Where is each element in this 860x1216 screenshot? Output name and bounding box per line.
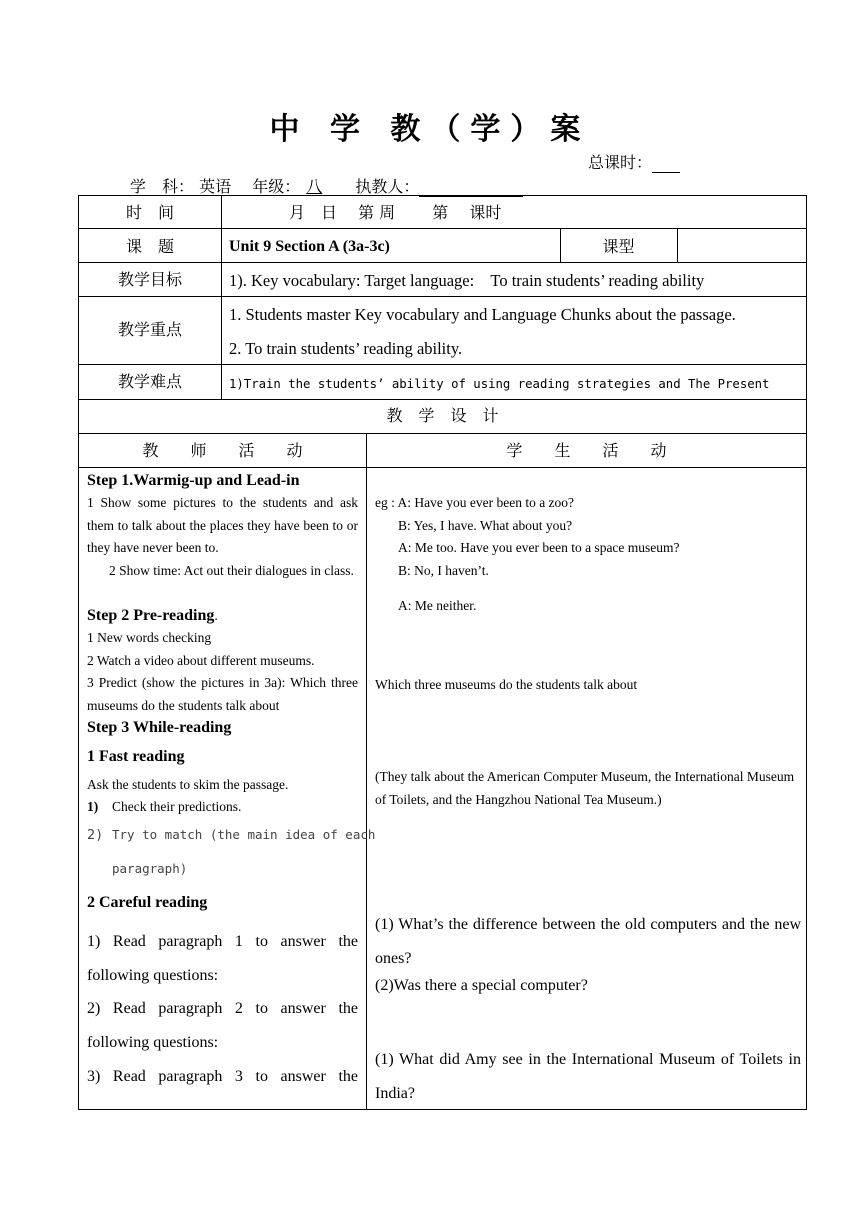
- lesson-plan-table: [78, 195, 807, 1110]
- type-value-field[interactable]: [678, 229, 806, 262]
- step-2-heading-text: Step 2 Pre-reading: [87, 607, 215, 624]
- difficulty-value: 1)Train the students’ ability of using reading strategies and The Present: [229, 377, 770, 391]
- difficulty-label: 教学难点: [117, 372, 182, 391]
- step-1-heading: Step 1.Warmig-up and Lead-in: [87, 472, 300, 489]
- step-2-heading-dot: .: [214, 608, 218, 623]
- item-number-1: 1): [87, 799, 99, 814]
- step-2-heading: [87, 605, 218, 628]
- grade-value: 八: [306, 177, 323, 196]
- type-label: 课型: [602, 237, 635, 256]
- total-periods: [588, 150, 680, 173]
- check-predictions: Check their predictions.: [112, 799, 242, 814]
- match-line-2: paragraph): [112, 861, 188, 876]
- key-line-1: 1. Students master Key vocabulary and Language Chunks about the passage.: [229, 305, 736, 324]
- step-1-item-1: 1 Show some pictures to the students and ask them to talk about the places they have been to or they have never been to.: [87, 495, 358, 556]
- read-paragraph-1: 1) Read paragraph 1 to answer the following questions:: [87, 933, 358, 984]
- teacher-column-header: 教 师 活 动: [142, 441, 303, 460]
- dialogue-line-2: B: Yes, I have. What about you?: [398, 518, 573, 533]
- design-header: 教 学 设 计: [386, 406, 499, 425]
- step-2-item-1: 1 New words checking: [87, 630, 212, 645]
- dialogue-line-1: eg : A: Have you ever been to a zoo?: [375, 495, 575, 510]
- key-line-2: 2. To train students’ reading ability.: [229, 339, 463, 358]
- grade-label: 年级：: [252, 177, 301, 196]
- fast-reading-heading: 1 Fast reading: [87, 748, 185, 765]
- student-column-header: 学 生 活 动: [506, 441, 667, 460]
- subject-value: 英语: [199, 177, 232, 196]
- step-3-heading: Step 3 While-reading: [87, 719, 232, 736]
- careful-reading-heading: 2 Careful reading: [87, 894, 208, 911]
- match-line-1: Try to match (the main idea of each: [112, 827, 376, 842]
- time-label: 时 间: [125, 203, 174, 222]
- subject-label: 学 科：: [130, 177, 195, 196]
- question-computers-2: (2)Was there a special computer?: [375, 977, 588, 994]
- topic-value: Unit 9 Section A (3a-3c): [229, 238, 390, 255]
- goal-label: 教学目标: [117, 270, 182, 289]
- step-1-item-2: 2 Show time: Act out their dialogues in class.: [109, 563, 354, 578]
- read-paragraph-3: 3) Read paragraph 3 to answer the: [87, 1068, 358, 1085]
- dialogue-line-5: A: Me neither.: [398, 598, 477, 613]
- question-computers-1: (1) What’s the difference between the old computers and the new ones?: [375, 916, 801, 967]
- dialogue-line-3: A: Me too. Have you ever been to a space museum?: [398, 540, 680, 555]
- key-label: 教学重点: [117, 320, 182, 339]
- item-number-2: 2): [87, 827, 104, 843]
- teacher-label: 执教人：: [355, 177, 420, 196]
- read-paragraph-2: 2) Read paragraph 2 to answer the following questions:: [87, 1000, 358, 1051]
- goal-value: 1). Key vocabulary: Target language: To train students’ reading ability: [229, 271, 705, 290]
- skim-instruction: Ask the students to skim the passage.: [87, 777, 289, 792]
- step-2-item-3: 3 Predict (show the pictures in 3a): Which three museums do the students talk about: [87, 675, 358, 713]
- total-periods-label: 总课时：: [588, 153, 653, 172]
- step-2-item-2: 2 Watch a video about different museums.: [87, 653, 315, 668]
- total-periods-blank[interactable]: [652, 158, 680, 173]
- time-value: 月 日 第 周 第 课时: [289, 203, 502, 222]
- dialogue-line-4: B: No, I haven’t.: [398, 563, 489, 578]
- museums-question: Which three museums do the students talk about: [375, 677, 638, 692]
- subject-line: [130, 174, 523, 197]
- question-toilets-1: (1) What did Amy see in the International Museum of Toilets in India?: [375, 1051, 801, 1102]
- page-title: 中 学 教（学）案: [269, 112, 591, 147]
- topic-label: 课 题: [125, 237, 174, 256]
- predictions-answer: (They talk about the American Computer Museum, the International Museum of Toilets, and the Hangzhou National Tea Museum.): [375, 769, 795, 807]
